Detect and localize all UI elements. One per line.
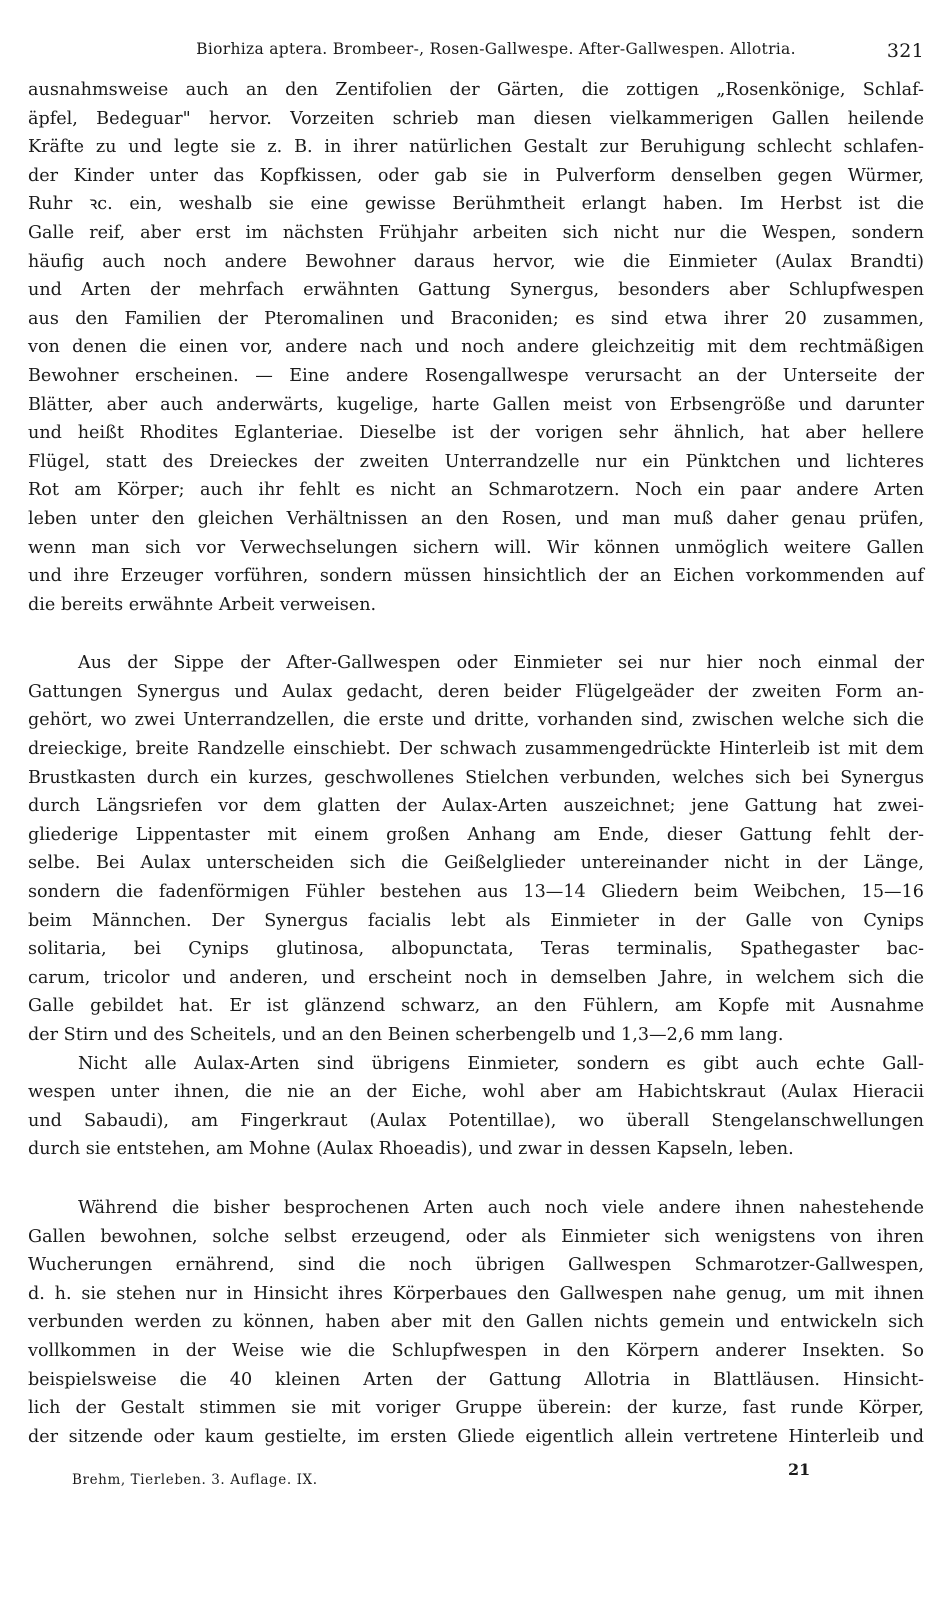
text-line: Aus der Sippe der After-Gallwespen oder Einmieter sei nur hier noch einmal der [78, 653, 924, 674]
text-line: vollkommen in der Weise wie die Schlupfwespen in den Körpern anderer Insekten. So [28, 1340, 924, 1361]
text-line: der Kinder unter das Kopfkissen, oder gab sie in Pulverform denselben gegen Würmer, [28, 165, 924, 186]
text-line: d. h. sie stehen nur in Hinsicht ihres Körperbaues den Gallwespen nahe genug, um mit ihnen [28, 1283, 924, 1304]
text-line: Gallen bewohnen, solche selbst erzeugend, oder als Einmieter sich wenigstens von ihren [28, 1226, 924, 1247]
text-line: Gattungen Synergus und Aulax gedacht, deren beider Flügelgeäder der zweiten Form an- [28, 681, 924, 702]
paragraph-2 [28, 649, 924, 1049]
text-line: aus den Familien der Pteromalinen und Braconiden; es sind etwa ihrer 20 zusammen, [28, 308, 924, 329]
text-line: wenn man sich vor Verwechselungen sichern will. Wir können unmöglich weitere Gallen [28, 537, 924, 558]
text-line: Blätter, aber auch anderwärts, kugelige, harte Gallen meist von Erbsengröße und darunter [28, 394, 924, 415]
page-number: 321 [886, 40, 924, 62]
text-line: Rot am Körper; auch ihr fehlt es nicht an Schmarotzern. Noch ein paar andere Arten [28, 480, 924, 501]
text-line: wespen unter ihnen, die nie an der Eiche, wohl aber am Habichtskraut (Aulax Hieracii [28, 1082, 924, 1103]
text-line: und heißt Rhodites Eglanteriae. Dieselbe ist der vorigen sehr ähnlich, hat aber hellere [28, 423, 924, 444]
text-line: Galle reif, aber erst im nächsten Frühjahr arbeiten sich nicht nur die Wespen, sondern [28, 222, 924, 243]
text-line: die bereits erwähnte Arbeit verweisen. [28, 594, 377, 615]
text-line: durch sie entstehen, am Mohne (Aulax Rhoeadis), und zwar in dessen Kapseln, leben. [28, 1139, 794, 1160]
running-head [28, 40, 924, 76]
text-line: von denen die einen vor, andere nach und noch andere gleichzeitig mit dem rechtmäßigen [28, 337, 924, 358]
text-line: verbunden werden zu können, haben aber mit den Gallen nichts gemein und entwickeln sich [28, 1312, 924, 1333]
text-line: äpfel, Bedeguar" hervor. Vorzeiten schrieb man diesen vielkammerigen Gallen heilende [28, 108, 924, 129]
imprint-line: Brehm, Tierleben. 3. Auflage. IX. [72, 1472, 318, 1488]
text-line: leben unter den gleichen Verhältnissen an den Rosen, und man muß daher genau prüfen, [28, 508, 924, 529]
text-line: selbe. Bei Aulax unterscheiden sich die Geißelglieder untereinander nicht in der Länge, [28, 853, 924, 874]
text-line: durch Längsriefen vor dem glatten der Aulax-Arten auszeichnet; jene Gattung hat zwei- [28, 796, 924, 817]
text-line: und Arten der mehrfach erwähnten Gattung Synergus, besonders aber Schlupfwespen [28, 280, 924, 301]
text-line: solitaria, bei Cynips glutinosa, albopunctata, Teras terminalis, Spathegaster bac- [28, 939, 924, 960]
paragraph-gap [28, 1164, 924, 1194]
text-line: und ihre Erzeuger vorführen, sondern müssen hinsichtlich der an Eichen vorkommenden auf [28, 566, 924, 587]
text-line: Brustkasten durch ein kurzes, geschwollenes Stielchen verbunden, welches sich bei Synergus [28, 767, 924, 788]
page-footer [28, 1462, 924, 1492]
text-line: Kräfte zu und legte sie z. B. in ihrer natürlichen Gestalt zur Beruhigung schlecht schlafen- [28, 137, 924, 158]
text-line: häufig auch noch andere Bewohner daraus hervor, wie die Einmieter (Aulax Brandti) [28, 251, 924, 272]
text-line: sondern die fadenförmigen Fühler bestehen aus 13—14 Gliedern beim Weibchen, 15—16 [28, 882, 924, 903]
text-line: Galle gebildet hat. Er ist glänzend schwarz, an den Fühlern, am Kopfe mit Ausnahme [28, 996, 924, 1017]
text-line: gliederige Lippentaster mit einem großen Anhang am Ende, dieser Gattung fehlt der- [28, 824, 924, 845]
text-line: Nicht alle Aulax-Arten sind übrigens Einmieter, sondern es gibt auch echte Gall- [78, 1053, 924, 1074]
text-line: beim Männchen. Der Synergus facialis lebt als Einmieter in der Galle von Cynips [28, 910, 924, 931]
text-line: ausnahmsweise auch an den Zentifolien der Gärten, die zottigen „Rosenkönige, Schlaf- [28, 80, 924, 100]
text-line: Während die bisher besprochenen Arten auch noch viele andere ihnen nahestehende [78, 1197, 924, 1218]
text-line: Wucherungen ernährend, sind die noch übrigen Gallwespen Schmarotzer-Gallwespen, [28, 1255, 924, 1276]
running-title: Biorhiza aptera. Brombeer-, Rosen-Gallwespe. After-Gallwespen. Allotria. [196, 40, 796, 58]
paragraph-4 [28, 1194, 924, 1451]
signature-mark: 21 [788, 1460, 811, 1479]
text-line: lich der Gestalt stimmen sie mit voriger Gruppe überein: der kurze, fast runde Körper, [28, 1398, 924, 1419]
text-line: und Sabaudi), am Fingerkraut (Aulax Potentillae), wo überall Stengelanschwellungen [28, 1110, 924, 1131]
text-line: dreieckige, breite Randzelle einschiebt. Der schwach zusammengedrückte Hinterleib ist mit dem [28, 739, 924, 760]
text-line: Flügel, statt des Dreieckes der zweiten Unterrandzelle nur ein Pünktchen und lichteres [28, 451, 924, 472]
text-line: carum, tricolor und anderen, und erscheint noch in demselben Jahre, in welchem sich die [28, 967, 924, 988]
text-line: Ruhr ꝛc. ein, weshalb sie eine gewisse Berühmtheit erlangt haben. Im Herbst ist die [28, 194, 924, 215]
text-line: der Stirn und des Scheitels, und an den Beinen scherbengelb und 1,3—2,6 mm lang. [28, 1025, 784, 1045]
text-line: gehört, wo zwei Unterrandzellen, die erste und dritte, vorhanden sind, zwischen welche sich die [28, 710, 924, 731]
text-line: der sitzende oder kaum gestielte, im ersten Gliede eigentlich allein vertretene Hinterleib und [28, 1426, 924, 1447]
paragraph-gap [28, 619, 924, 649]
text-line: beispielsweise die 40 kleinen Arten der Gattung Allotria in Blattläusen. Hinsicht- [28, 1369, 924, 1390]
paragraph-1 [28, 76, 924, 619]
text-line: Bewohner erscheinen. — Eine andere Rosengallwespe verursacht an der Unterseite der [28, 365, 924, 386]
document-page [28, 40, 924, 1600]
paragraph-3 [28, 1050, 924, 1164]
